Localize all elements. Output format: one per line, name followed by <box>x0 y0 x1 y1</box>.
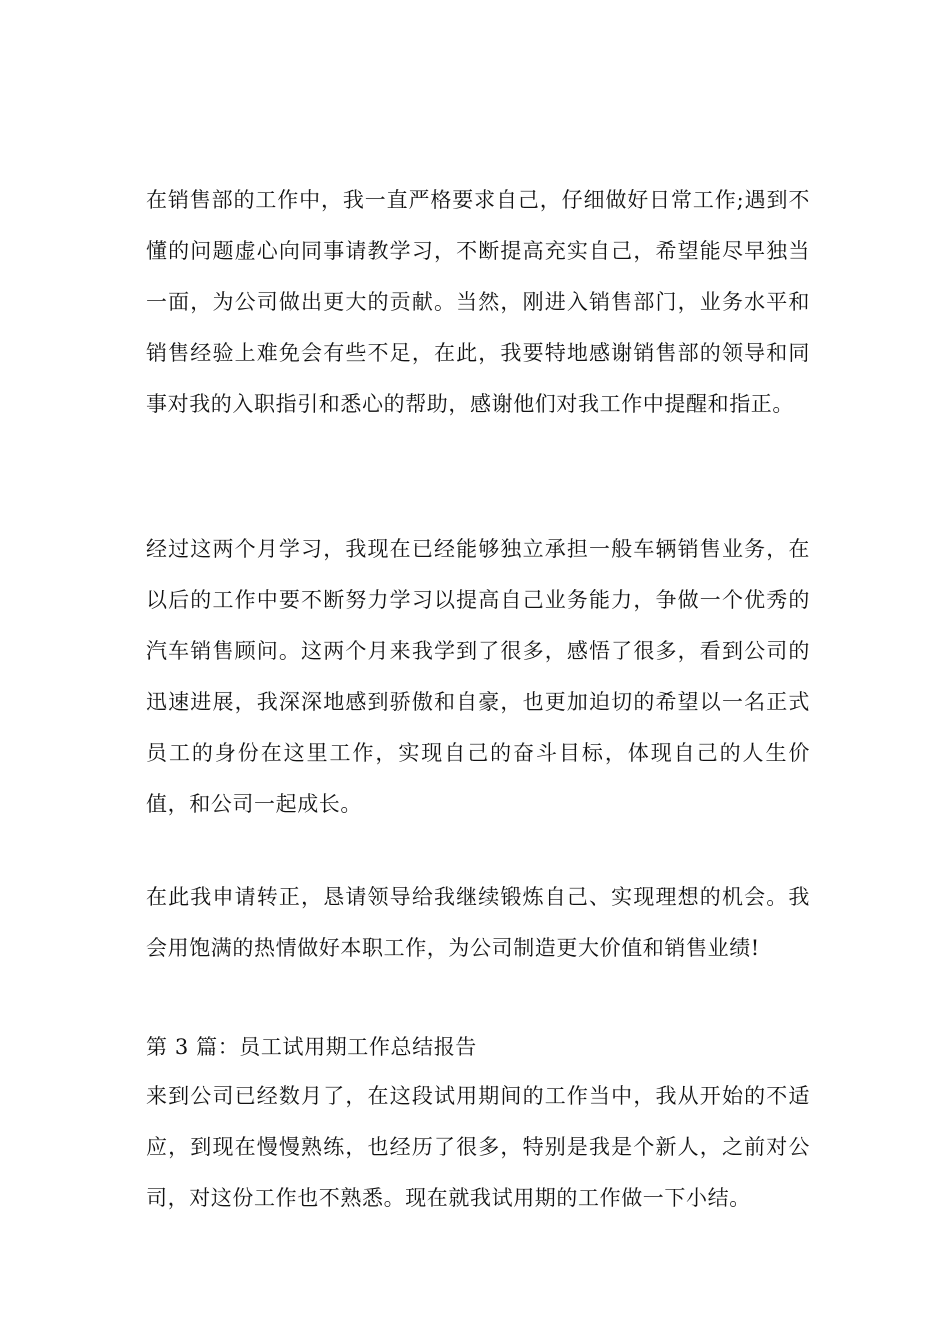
paragraph-sales-dept-work: 在销售部的工作中，我一直严格要求自己，仔细做好日常工作;遇到不懂的问题虚心向同事请教学习，不断提高充实自己，希望能尽早独当一面，为公司做出更大的贡献。当然，刚进入销售部门，业务水平和销售经验上难免会有些不足，在此，我要特地感谢销售部的领导和同事对我的入职指引和悉心的帮助，感谢他们对我工作中提醒和指正。 <box>146 188 810 416</box>
paragraph-section-intro: 来到公司已经数月了，在这段试用期间的工作当中，我从开始的不适应，到现在慢慢熟练，也经历了很多，特别是我是个新人，之前对公司，对这份工作也不熟悉。现在就我试用期的工作做一下小结。 <box>146 1084 810 1210</box>
paragraph-two-months-learning: 经过这两个月学习，我现在已经能够独立承担一般车辆销售业务，在以后的工作中要不断努力学习以提高自己业务能力，争做一个优秀的汽车销售顾问。这两个月来我学到了很多，感悟了很多，看到公司的迅速进展，我深深地感到骄傲和自豪，也更加迫切的希望以一名正式员工的身份在这里工作，实现自己的奋斗目标，体现自己的人生价值，和公司一起成长。 <box>146 537 810 816</box>
paragraph-application-for-regularization: 在此我申请转正，恳请领导给我继续锻炼自己、实现理想的机会。我会用饱满的热情做好本职工作，为公司制造更大价值和销售业绩! <box>146 885 810 960</box>
section-heading: 第 3 篇：员工试用期工作总结报告 <box>146 1035 477 1059</box>
